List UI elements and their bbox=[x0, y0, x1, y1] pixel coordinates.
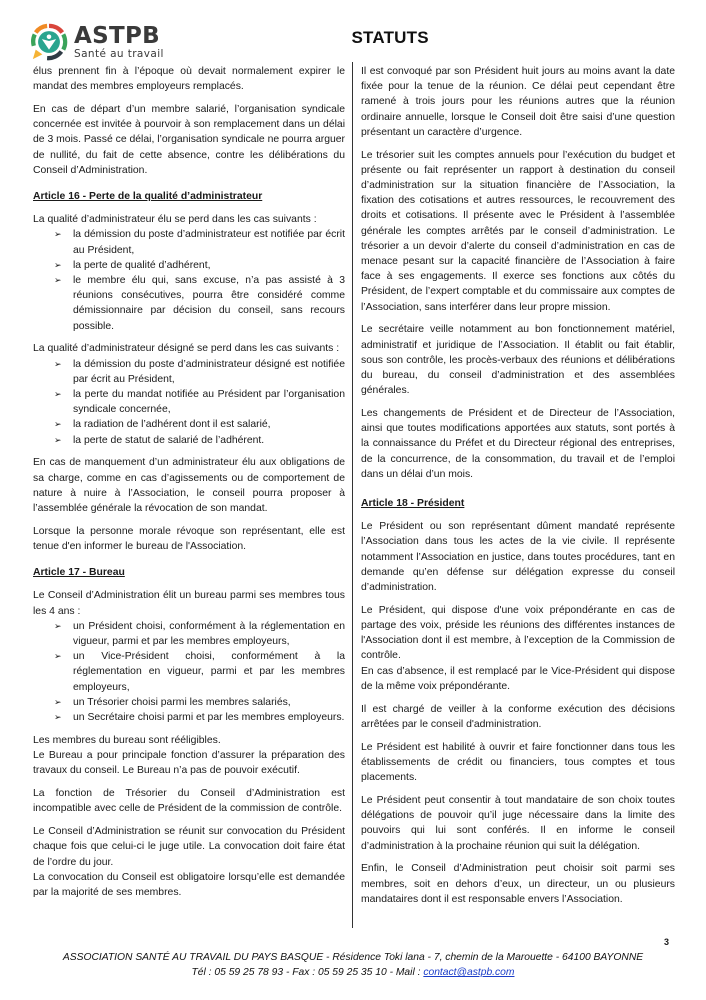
astpb-logo bbox=[30, 22, 180, 62]
logo-tagline: Santé au travail bbox=[74, 47, 164, 60]
arrow-bullet-icon: ➢ bbox=[54, 259, 62, 270]
article-16-heading: Article 16 - Perte de la qualité d’administrateur bbox=[33, 191, 263, 203]
paragraph: En cas de départ d’un membre salarié, l’organisation syndicale concernée est invitée à pourvoir à son remplacement dans un délai de 3 mois. Passé ce délai, l’organisation syndicale ne pourra arguer de nullité, du fait de cette absence, contre les délibérations du Conseil d’Administration. bbox=[33, 104, 345, 176]
page-header bbox=[0, 0, 706, 62]
two-column-body bbox=[33, 64, 673, 929]
arrow-bullet-icon: ➢ bbox=[54, 358, 62, 369]
paragraph: Le Président, qui dispose d'une voix prépondérante en cas de partage des voix, préside les réunions des différentes instances de l'Association dont il est membre, à l’exception de la Commission de contrôle. bbox=[361, 604, 675, 662]
paragraph: Le Président est habilité à ouvrir et faire fonctionner dans tous les établissements de crédit ou financiers, tous comptes et tous placements. bbox=[361, 741, 675, 784]
list-item: ➢ le membre élu qui, sans excuse, n’a pas assisté à 3 réunions consécutives, pourra être considéré comme démissionnaire par décision du conseil, sans recours possible. bbox=[54, 275, 345, 332]
paragraph: La qualité d’administrateur élu se perd dans les cas suivants : bbox=[33, 214, 317, 226]
arrow-bullet-icon: ➢ bbox=[54, 419, 62, 430]
paragraph: Le Conseil d’Administration se réunit sur convocation du Président chaque fois que celui-ci le juge utile. La convocation doit faire état de l’ordre du jour. bbox=[33, 826, 345, 868]
footer-address: ASSOCIATION SANTÉ AU TRAVAIL DU PAYS BASQUE - Résidence Toki lana - 7, chemin de la Marouette - 64100 BAYONNE bbox=[62, 952, 644, 963]
bullet-list bbox=[54, 227, 345, 333]
page-number: 3 bbox=[664, 937, 670, 947]
arrow-bullet-icon: ➢ bbox=[54, 434, 62, 445]
page-footer bbox=[0, 950, 706, 980]
paragraph: En cas d’absence, il est remplacé par le Vice-Président qui dispose de la même voix prépondérante. bbox=[361, 665, 675, 692]
list-item: ➢ la perte de statut de salarié de l’adhérent. bbox=[54, 433, 345, 448]
paragraph: Enfin, le Conseil d’Administration peut choisir soit parmi ses membres, soit en dehors d’eux, un directeur, un ou plusieurs mandataires dont il est responsable envers l’Association. bbox=[361, 863, 675, 905]
arrow-bullet-icon: ➢ bbox=[54, 651, 62, 662]
article-18-heading: Article 18 - Président bbox=[361, 498, 465, 510]
paragraph: En cas de manquement d’un administrateur élu aux obligations de sa charge, comme en cas d’agissements ou de comportement de nature à nuire à l’Association, le conseil pourra proposer à l’assemblée générale la révocation de son mandat. bbox=[33, 457, 345, 515]
list-item: ➢ la démission du poste d’administrateur est notifiée par écrit au Président, bbox=[54, 229, 345, 256]
list-item: ➢ la perte du mandat notifiée au Président par l’organisation syndicale concernée, bbox=[54, 389, 345, 416]
list-item: ➢ un Vice-Président choisi, conformément à la réglementation en vigueur, parmi et par les membres employeurs, bbox=[54, 651, 345, 693]
arrow-bullet-icon: ➢ bbox=[54, 229, 62, 240]
paragraph: Le Président ou son représentant dûment mandaté représente l’Association dans tous les actes de la vie civile. Il représente notamment l’Association en justice, dans toutes procédures, tant en demande qu’en défense sur délégation expresse du conseil d’administration. bbox=[361, 521, 675, 594]
footer-phone-fax: Tél : 05 59 25 78 93 - Fax : 05 59 25 35 10 - Mail : bbox=[191, 967, 424, 978]
paragraph: élus prennent fin à l’époque où devait normalement expirer le mandat des membres employeurs remplacés. bbox=[33, 66, 345, 93]
arrow-bullet-icon: ➢ bbox=[54, 275, 62, 286]
arrow-bullet-icon: ➢ bbox=[54, 389, 62, 400]
email-link[interactable]: contact@astpb.com bbox=[423, 967, 515, 978]
right-column bbox=[361, 64, 675, 915]
article-17-heading: Article 17 - Bureau bbox=[33, 567, 125, 579]
arrow-bullet-icon: ➢ bbox=[54, 620, 62, 631]
bullet-list bbox=[54, 357, 345, 448]
paragraph: La fonction de Trésorier du Conseil d’Administration est incompatible avec celle de Président de la commission de contrôle. bbox=[33, 788, 345, 815]
list-item: ➢ un Secrétaire choisi parmi et par les membres employeurs. bbox=[54, 710, 345, 725]
paragraph: Les membres du bureau sont rééligibles. bbox=[33, 734, 221, 746]
bullet-list bbox=[54, 619, 345, 725]
paragraph: Les changements de Président et de Directeur de l’Association, ainsi que toutes modifications apportées aux statuts, sont portés à la connaissance du Préfet et du Directeur régional des entreprises, de la concurrence, de la consommation, du travail et de l’emploi dans un délai d’un mois. bbox=[361, 408, 675, 480]
paragraph: Le Président peut consentir à tout mandataire de son choix toutes délégations de pouvoir qu’il juge nécessaire dans la limite des pouvoirs qui lui sont conférés. Il en informe le conseil d’administration à la prochaine réunion qui suit la délégation. bbox=[361, 794, 675, 852]
left-column bbox=[33, 64, 345, 908]
paragraph: Le trésorier suit les comptes annuels pour l’exécution du budget et présente ou fait représenter un rapport à destination du conseil d’administration sur la situation financière de l’Association, la fixation des cotisations et autres ressources, le recouvrement des droits et cotisations. Il présente avec le Président à l’assemblée générale les comptes arrêtés par le conseil d’administration. Le trésorier a un devoir d’alerte du conseil d’administration en cas de menace pesant sur la capacité financière de l’Association à faire face à ses engagements. Il exerce ses fonctions aux côtés du Président, de l’expert comptable et du commissaire aux comptes de l’Association, sans interférer dans leur propre mission. bbox=[361, 149, 675, 313]
paragraph: Le Conseil d’Administration élit un bureau parmi ses membres tous les 4 ans : bbox=[33, 590, 345, 617]
paragraph: Le Bureau a pour principale fonction d’assurer la préparation des travaux du conseil. Le Bureau n’a pas de pouvoir exécutif. bbox=[33, 750, 345, 777]
document-title: STATUTS bbox=[351, 28, 429, 47]
column-separator bbox=[352, 62, 353, 928]
footer-contact bbox=[0, 965, 706, 980]
arrow-bullet-icon: ➢ bbox=[54, 712, 62, 723]
list-item: ➢ la démission du poste d’administrateur désigné est notifiée par écrit au Président, bbox=[54, 358, 345, 385]
paragraph: La qualité d’administrateur désigné se perd dans les cas suivants : bbox=[33, 343, 340, 355]
list-item: ➢ la radiation de l’adhérent dont il est salarié, bbox=[54, 417, 345, 432]
paragraph: La convocation du Conseil est obligatoire lorsqu’elle est demandée par la majorité de ses membres. bbox=[33, 871, 345, 898]
list-item: ➢ la perte de qualité d’adhérent, bbox=[54, 258, 345, 273]
paragraph: Le secrétaire veille notamment au bon fonctionnement matériel, administratif et juridique de l’Association. Il établit ou fait établir, sous son contrôle, les procès-verbaux des réunions et délibérations du bureau, du conseil d’administration et des assemblées générales. bbox=[361, 324, 675, 397]
astpb-logo-icon bbox=[30, 23, 68, 61]
list-item: ➢ un Trésorier choisi parmi les membres salariés, bbox=[54, 695, 345, 710]
list-item: ➢ un Président choisi, conformément à la réglementation en vigueur, parmi et par les membres employeurs, bbox=[54, 620, 345, 648]
paragraph: Il est chargé de veiller à la conforme exécution des décisions arrêtées par le conseil d'administration. bbox=[361, 703, 675, 730]
arrow-bullet-icon: ➢ bbox=[54, 696, 62, 707]
paragraph: Lorsque la personne morale révoque son représentant, elle est tenue d'en informer le bureau de l'Association. bbox=[33, 525, 345, 553]
logo-name: ASTPB bbox=[74, 22, 160, 49]
paragraph: Il est convoqué par son Président huit jours au moins avant la date fixée pour la tenue de la réunion. Ce délai peut cependant être ramené à trois jours pour les réunions autres que la réunion ordinaire annuelle, lorsque le Conseil doit être saisi d’une question présentant un caractère d’urgence. bbox=[361, 66, 675, 138]
